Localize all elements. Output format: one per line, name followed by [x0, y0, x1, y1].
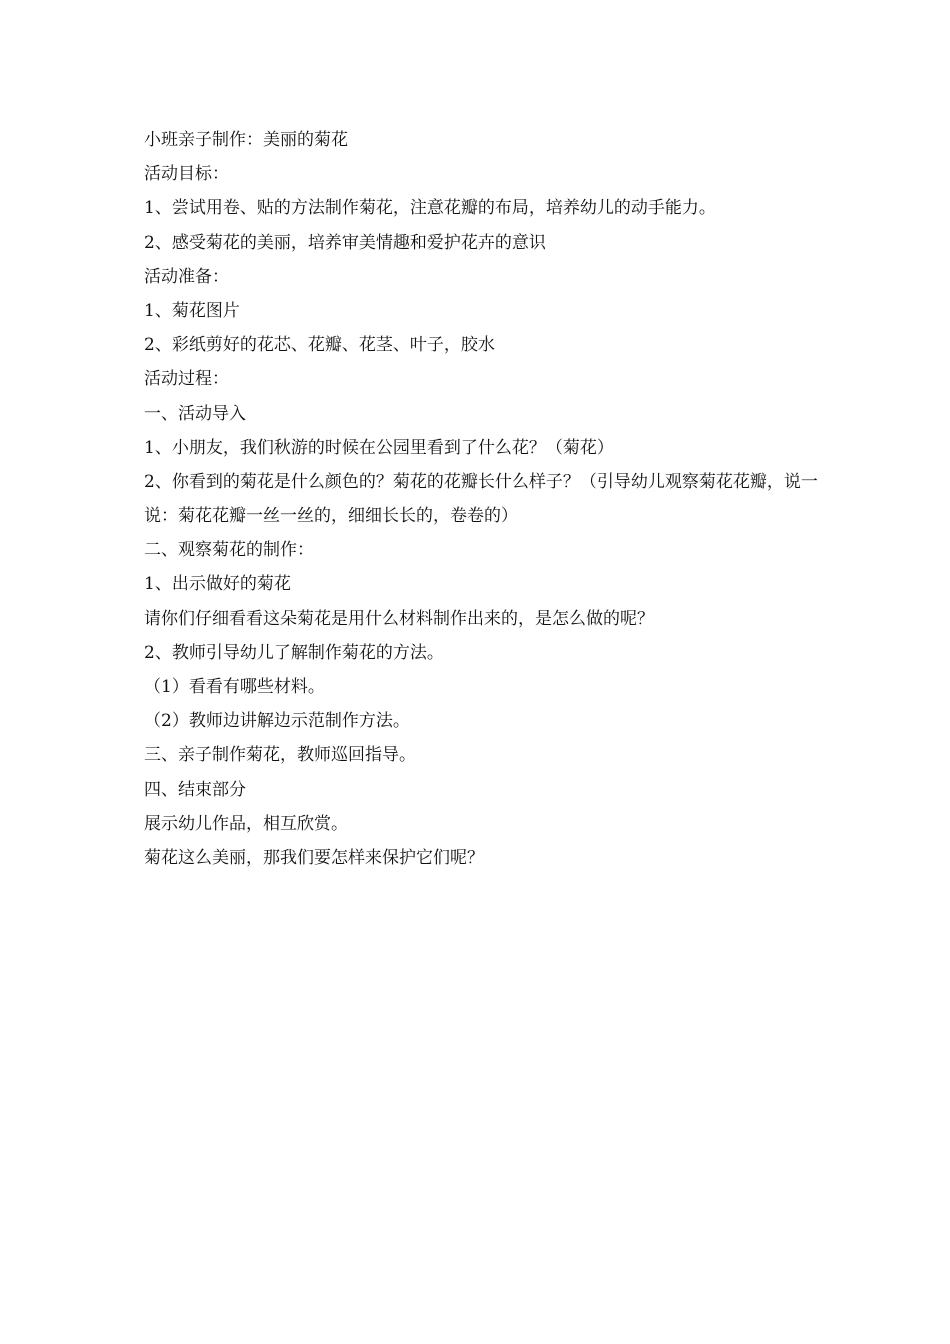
goal-item: 2、感受菊花的美丽，培养审美情趣和爱护花卉的意识 [144, 232, 546, 253]
closing-line: 菊花这么美丽，那我们要怎样来保护它们呢？ [144, 847, 484, 868]
document-body [144, 123, 824, 875]
section1-heading: 一、活动导入 [144, 403, 246, 424]
prep-heading: 活动准备： [144, 266, 229, 287]
section1-item: 1、小朋友，我们秋游的时候在公园里看到了什么花？（菊花） [144, 437, 614, 458]
document-title: 小班亲子制作：美丽的菊花 [144, 130, 348, 150]
section2-item: 2、教师引导幼儿了解制作菊花的方法。 [144, 642, 444, 663]
section2-subitem: （2）教师边讲解边示范制作方法。 [144, 711, 410, 732]
section1-item: 2、你看到的菊花是什么颜色的？菊花的花瓣长什么样子？（引导幼儿观察菊花花瓣，说一说：菊花花瓣一丝一丝的，细细长长的，卷卷的） [144, 471, 818, 527]
section2-item-detail: 请你们仔细看看这朵菊花是用什么材料制作出来的，是怎么做的呢？ [144, 608, 654, 629]
section4-heading: 四、结束部分 [144, 779, 246, 800]
prep-item: 1、菊花图片 [144, 300, 240, 321]
prep-item: 2、彩纸剪好的花芯、花瓣、花茎、叶子，胶水 [144, 335, 495, 356]
goals-heading: 活动目标： [144, 164, 229, 185]
section2-heading: 二、观察菊花的制作： [144, 540, 314, 561]
section2-item: 1、出示做好的菊花 [144, 574, 291, 595]
goal-item: 1、尝试用卷、贴的方法制作菊花，注意花瓣的布局，培养幼儿的动手能力。 [144, 198, 716, 219]
process-heading: 活动过程： [144, 369, 229, 390]
closing-line: 展示幼儿作品，相互欣赏。 [144, 813, 348, 834]
section3-heading: 三、亲子制作菊花，教师巡回指导。 [144, 745, 416, 766]
section2-subitem: （1）看看有哪些材料。 [144, 677, 325, 698]
